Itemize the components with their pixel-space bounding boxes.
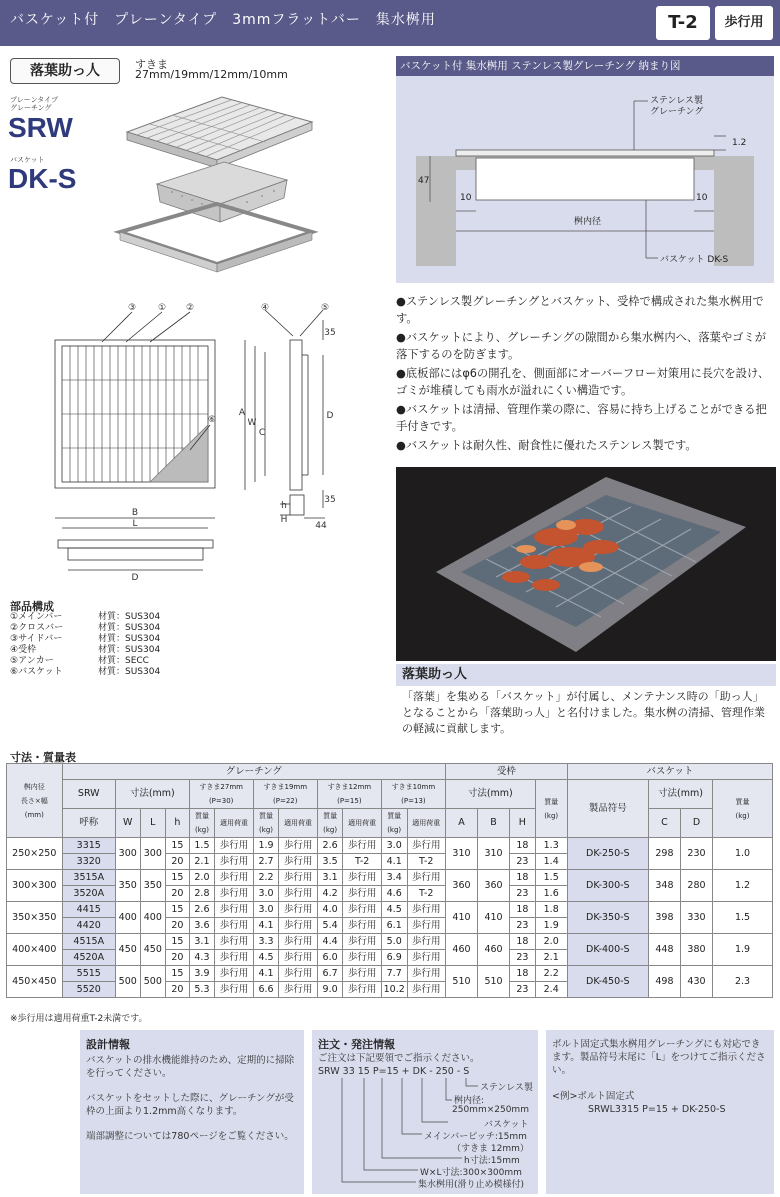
parts-item: ③サイドバー 材質：SUS304 xyxy=(10,634,161,644)
feature-title: 落葉助っ人 xyxy=(396,664,776,686)
col-model: 製品符号 xyxy=(567,780,648,838)
feature-text: 「落葉」を集める「バスケット」が付属し、メンテナンス時の「助っ人」となることから「落葉助っ人」と名付けました。集水桝の清掃、管理作業の軽減に貢献します。 xyxy=(402,690,765,735)
dim-35-top: 35 xyxy=(324,328,336,338)
label-10-right: 10 xyxy=(696,193,708,203)
order-l1: ステンレス製 xyxy=(480,1083,533,1093)
callout-4: ④ xyxy=(260,303,270,313)
dim-D-side: D xyxy=(326,411,334,421)
dim-H: H xyxy=(280,515,288,525)
dim-C: C xyxy=(258,428,266,438)
order-l6: （すきま 12mm） xyxy=(452,1144,529,1154)
label-basket: バスケット DK-S xyxy=(660,255,729,265)
order-example: SRW 33 15 P=15 + DK - 250 - S xyxy=(318,1066,470,1077)
col-L: L xyxy=(140,809,166,838)
feature-bullet: ●バスケットは耐久性、耐食性に優れたステンレス製です。 xyxy=(396,439,697,452)
parts-item: ①メインバー 材質：SUS304 xyxy=(10,612,161,622)
order-l8: W×L寸法:300×300mm xyxy=(420,1168,522,1178)
order-l2: 桝内径: xyxy=(454,1096,485,1106)
callout-2: ② xyxy=(185,303,195,313)
col-g10: すきま10mm (P=13) xyxy=(381,780,445,809)
parts-title: 部品構成 xyxy=(10,600,54,613)
callout-5: ⑤ xyxy=(320,303,330,313)
table-row: 450×450 5515 500 500 15 3.9 歩行用 4.1 歩行用 6.7 歩行用 7.7 歩行用 510 510 18 2.2 DK-450-S 498 430 2.3 xyxy=(7,966,773,982)
label-47: 47 xyxy=(418,176,430,186)
design-title: 設計情報 xyxy=(86,1038,130,1051)
col-g19: すきま19mm (P=22) xyxy=(253,780,317,809)
order-lead: ご注文は下記要領でご指示ください。 xyxy=(318,1053,480,1064)
spec-table: 桝内径 長さ×幅 (mm) グレーチング 受枠 バスケット SRW 寸法(mm) すきま27mm (P=30) すきま19mm (P=22) すきま12mm (P=15) すきま10mm (P=13) 寸法(mm) 質量 (kg) 製品符号 寸法(mm) 質量 (kg) 呼称 W L h 質量(kg) 適用荷重 質量(kg) 適用荷重 質量(kg) 適用荷重 質量(kg) 適用荷重 A B H C D 250×250 3315 300 300 15 1.5 歩行用 1.9 歩行用 2.6 歩行用 3.0 歩行用 310 310 18 1.3 DK-250-S 298 230 1.0 3320 20 2.1 歩行用 2.7 歩行用 3.5 T-2 4.1 T-2 23 1.4 300×300 3515A 350 350 15 2.0 歩行用 2.2 歩行用 3.1 歩行用 3.4 歩行用 360 360 18 1.5 DK-300-S 348 280 1.2 3520A 20 2.8 歩行用 3.0 歩行用 4.2 歩行用 4.6 T-2 23 1.6 350×350 4415 400 400 15 2.6 歩行用 3.0 歩行用 4.0 歩行用 4.5 歩行用 410 410 18 1.8 DK-350-S 398 330 1.5 4420 20 3.6 歩行用 4.1 歩行用 5.4 歩行用 6.1 歩行用 23 1.9 400×400 4515A 450 450 15 3.1 歩行用 3.3 歩行用 4.4 歩行用 5.0 歩行用 460 460 18 2.0 DK-400-S 448 380 1.9 4520A 20 4.3 歩行用 4.5 歩行用 6.0 歩行用 6.9 歩行用 23 2.1 450×450 5515 500 500 15 3.9 歩行用 4.1 歩行用 6.7 歩行用 7.7 歩行用 510 510 18 2.2 DK-450-S 498 430 2.3 5520 20 5.3 歩行用 6.6 歩行用 9.0 歩行用 10.2 歩行用 23 2.4 xyxy=(6,763,773,998)
dim-W: W xyxy=(247,418,257,428)
dim-35-bottom: 35 xyxy=(324,495,336,505)
feature-box xyxy=(396,664,776,742)
feature-bullet: ●バスケットは清掃、管理作業の際に、容易に持ち上げることができる把手付きです。 xyxy=(396,403,767,433)
product-name: 落葉助っ人 xyxy=(10,58,120,84)
callout-1: ① xyxy=(157,303,167,313)
gap-values: 27mm/19mm/12mm/10mm xyxy=(135,68,288,81)
table-row: 400×400 4515A 450 450 15 3.1 歩行用 3.3 歩行用 4.4 歩行用 5.0 歩行用 460 460 18 2.0 DK-400-S 448 380 1.9 xyxy=(7,934,773,950)
label-10-left: 10 xyxy=(460,193,472,203)
col-basket-dim: 寸法(mm) xyxy=(648,780,712,809)
table-row: 4520A 20 4.3 歩行用 4.5 歩行用 6.0 歩行用 6.9 歩行用 23 2.1 xyxy=(7,950,773,966)
basket-model: DK-S xyxy=(8,163,77,194)
parts-item: ⑤アンカー 材質：SECC xyxy=(10,656,149,666)
page-header xyxy=(0,0,780,46)
col-frame-mass: 質量 (kg) xyxy=(535,780,567,838)
table-row: 250×250 3315 300 300 15 1.5 歩行用 1.9 歩行用 2.6 歩行用 3.0 歩行用 310 310 18 1.3 DK-250-S 298 230 1.0 xyxy=(7,838,773,854)
section-diagram-box xyxy=(396,56,774,283)
use-badge: 歩行用 xyxy=(715,6,773,40)
dim-h: h xyxy=(281,501,287,511)
dim-D-bottom: D xyxy=(131,573,139,583)
table-row: 4420 20 3.6 歩行用 4.1 歩行用 5.4 歩行用 6.1 歩行用 23 1.9 xyxy=(7,918,773,934)
table-title: 寸法・質量表 xyxy=(10,751,76,764)
bolt-example: SRWL3315 P=15 + DK-250-S xyxy=(588,1104,726,1115)
order-title: 注文・発注情報 xyxy=(318,1038,395,1051)
col-basket-mass: 質量 (kg) xyxy=(713,780,773,838)
order-l7: h寸法:15mm xyxy=(464,1156,520,1166)
col-g27: すきま27mm (P=30) xyxy=(189,780,253,809)
col-W: W xyxy=(115,809,140,838)
parts-item: ②クロスバー 材質：SUS304 xyxy=(10,623,161,633)
feature-bullet: ●バスケットにより、グレーチングの隙間から集水桝内へ、落葉やゴミが落下するのを防ぎます。 xyxy=(396,331,767,361)
col-srw: SRW xyxy=(62,780,115,809)
bolt-example-label: <例>ボルト固定式 xyxy=(552,1091,635,1102)
table-row: 350×350 4415 400 400 15 2.6 歩行用 3.0 歩行用 4.0 歩行用 4.5 歩行用 410 410 18 1.8 DK-350-S 398 330 1.5 xyxy=(7,902,773,918)
order-l9: 集水桝用(滑り止め模様付) xyxy=(418,1180,525,1190)
section-title: バスケット付 集水桝用 ステンレス製グレーチング 納まり図 xyxy=(396,56,774,76)
callout-3: ③ xyxy=(127,303,137,313)
design-info-box xyxy=(80,1030,304,1194)
col-basket: バスケット xyxy=(567,764,772,780)
dim-L: L xyxy=(132,519,138,529)
col-grating: グレーチング xyxy=(62,764,445,780)
page-title: バスケット付 プレーンタイプ 3mmフラットバー 集水桝用 xyxy=(10,12,436,28)
order-l5: メインバーピッチ:15mm xyxy=(424,1132,527,1142)
table-row: 5520 20 5.3 歩行用 6.6 歩行用 9.0 歩行用 10.2 歩行用 23 2.4 xyxy=(7,982,773,998)
col-frame-dim: 寸法(mm) xyxy=(445,780,535,809)
feature-bullet: ●ステンレス製グレーチングとバスケット、受枠で構成された集水桝用です。 xyxy=(396,295,764,325)
feature-bullet: ●底板部にはφ6の開孔を、側面部にオーバーフロー対策用に長穴を設け、ゴミが堆積しても雨水が溢れにくい構造です。 xyxy=(396,367,770,397)
col-code: 呼称 xyxy=(62,809,115,838)
table-note: ※歩行用は適用荷重T-2未満です。 xyxy=(10,1014,148,1024)
dim-A: A xyxy=(238,408,246,418)
grating-subtitle: プレーンタイプ グレーチング xyxy=(10,96,58,112)
col-frame: 受枠 xyxy=(445,764,567,780)
col-g12: すきま12mm (P=15) xyxy=(317,780,381,809)
col-inner: 桝内径 長さ×幅 (mm) xyxy=(7,764,63,838)
installed-photo xyxy=(396,467,776,661)
dim-B: B xyxy=(131,508,139,518)
table-row: 3520A 20 2.8 歩行用 3.0 歩行用 4.2 歩行用 4.6 T-2 23 1.6 xyxy=(7,886,773,902)
label-inner-diameter: 桝内径 xyxy=(574,217,602,227)
col-h: h xyxy=(166,809,190,838)
parts-item: ④受枠 材質：SUS304 xyxy=(10,645,161,655)
basket-subtitle: バスケット xyxy=(10,156,45,164)
design-p3: 端部調整については780ページをご覧ください。 xyxy=(86,1131,294,1142)
callout-6: ⑥ xyxy=(207,415,217,425)
technical-drawing xyxy=(40,300,340,590)
order-l3: 250mm×250mm xyxy=(452,1105,529,1115)
table-row: 300×300 3515A 350 350 15 2.0 歩行用 2.2 歩行用 3.1 歩行用 3.4 歩行用 360 360 18 1.5 DK-300-S 348 280 1.2 xyxy=(7,870,773,886)
grating-model: SRW xyxy=(8,112,73,143)
order-info-box xyxy=(312,1030,538,1194)
product-illustration xyxy=(112,92,322,282)
label-stainless-grating: ステンレス製 グレーチング xyxy=(650,96,704,117)
page-code-badge: T-2 xyxy=(656,6,710,40)
table-row: 3320 20 2.1 歩行用 2.7 歩行用 3.5 T-2 4.1 T-2 23 1.4 xyxy=(7,854,773,870)
dim-44: 44 xyxy=(315,521,327,531)
design-p2: バスケットをセットした際に、グレーチングが受枠の上面より1.2mm高くなります。 xyxy=(86,1093,294,1117)
design-p1: バスケットの排水機能維持のため、定期的に掃除を行ってください。 xyxy=(86,1055,295,1079)
bolt-text: ボルト固定式集水桝用グレーチングにも対応できます。製品符号末尾に「L」をつけてご指示ください。 xyxy=(552,1039,766,1076)
order-l4: バスケット xyxy=(484,1120,529,1130)
col-dim: 寸法(mm) xyxy=(115,780,189,809)
label-1-2: 1.2 xyxy=(732,138,747,148)
bolt-info-box xyxy=(546,1030,774,1194)
parts-item: ⑥バスケット 材質：SUS304 xyxy=(10,667,161,677)
gap-label: すきま xyxy=(135,58,168,71)
